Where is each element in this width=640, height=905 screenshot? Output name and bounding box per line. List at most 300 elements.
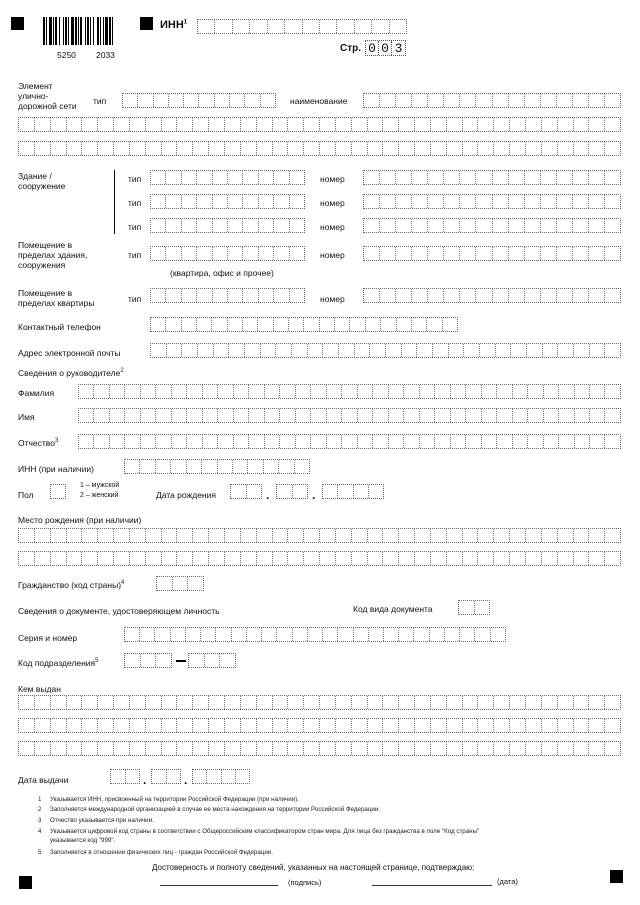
input-cell[interactable]: [19, 142, 35, 155]
input-cell[interactable]: [412, 247, 428, 260]
input-cell[interactable]: [428, 171, 444, 184]
patronymic-cells[interactable]: [78, 434, 621, 449]
input-cell[interactable]: [414, 628, 429, 641]
input-cell[interactable]: [428, 247, 444, 260]
email-cells[interactable]: [150, 343, 621, 358]
input-cell[interactable]: [589, 552, 605, 565]
input-cell[interactable]: [114, 529, 130, 542]
input-cell[interactable]: [245, 344, 261, 357]
building-type-cells-2[interactable]: [150, 194, 305, 209]
input-cell[interactable]: [482, 409, 497, 422]
input-cell[interactable]: [447, 696, 463, 709]
input-cell[interactable]: [146, 696, 162, 709]
input-cell[interactable]: [444, 219, 460, 232]
input-cell[interactable]: [114, 142, 130, 155]
input-cell[interactable]: [509, 289, 525, 302]
input-cell[interactable]: [352, 118, 368, 131]
input-cell[interactable]: [182, 289, 197, 302]
input-cell[interactable]: [478, 696, 494, 709]
input-cell[interactable]: [209, 719, 225, 732]
input-cell[interactable]: [574, 142, 590, 155]
input-cell[interactable]: [285, 20, 302, 33]
input-cell[interactable]: [304, 118, 320, 131]
input-cell[interactable]: [273, 742, 289, 755]
input-cell[interactable]: [323, 485, 338, 498]
input-cell[interactable]: [19, 529, 35, 542]
input-cell[interactable]: [197, 247, 212, 260]
input-cell[interactable]: [412, 289, 428, 302]
input-cell[interactable]: [605, 719, 620, 732]
input-cell[interactable]: [320, 118, 336, 131]
input-cell[interactable]: [218, 435, 233, 448]
input-cell[interactable]: [380, 171, 396, 184]
input-cell[interactable]: [337, 20, 354, 33]
input-cell[interactable]: [296, 435, 311, 448]
input-cell[interactable]: [364, 289, 380, 302]
input-cell[interactable]: [268, 20, 285, 33]
input-cell[interactable]: [605, 552, 620, 565]
input-cell[interactable]: [151, 344, 167, 357]
input-cell[interactable]: [213, 219, 228, 232]
input-cell[interactable]: [412, 219, 428, 232]
input-cell[interactable]: [358, 385, 373, 398]
input-cell[interactable]: [182, 195, 197, 208]
input-cell[interactable]: [415, 552, 431, 565]
input-cell[interactable]: [463, 719, 479, 732]
input-cell[interactable]: [509, 219, 525, 232]
input-cell[interactable]: [259, 171, 274, 184]
input-cell[interactable]: [431, 719, 447, 732]
input-cell[interactable]: [288, 696, 304, 709]
input-cell[interactable]: [138, 94, 153, 107]
input-cell[interactable]: [197, 219, 212, 232]
input-cell[interactable]: [295, 460, 309, 473]
input-cell[interactable]: [510, 719, 526, 732]
input-cell[interactable]: [605, 219, 620, 232]
input-cell[interactable]: [146, 552, 162, 565]
input-cell[interactable]: [352, 719, 368, 732]
input-cell[interactable]: [352, 142, 368, 155]
input-cell[interactable]: [460, 94, 476, 107]
input-cell[interactable]: [162, 696, 178, 709]
input-cell[interactable]: [290, 195, 304, 208]
input-cell[interactable]: [213, 247, 228, 260]
input-cell[interactable]: [451, 409, 466, 422]
input-cell[interactable]: [114, 719, 130, 732]
input-cell[interactable]: [557, 247, 573, 260]
input-cell[interactable]: [177, 742, 193, 755]
input-cell[interactable]: [399, 118, 415, 131]
input-cell[interactable]: [35, 552, 51, 565]
input-cell[interactable]: [476, 289, 492, 302]
input-cell[interactable]: [67, 719, 83, 732]
input-cell[interactable]: [443, 318, 457, 331]
input-cell[interactable]: [482, 435, 497, 448]
input-cell[interactable]: [151, 195, 166, 208]
input-cell[interactable]: [202, 460, 217, 473]
birthplace-cells-2[interactable]: [18, 551, 621, 566]
input-cell[interactable]: [369, 485, 383, 498]
input-cell[interactable]: [528, 435, 543, 448]
input-cell[interactable]: [509, 247, 525, 260]
input-cell[interactable]: [82, 529, 98, 542]
input-cell[interactable]: [605, 142, 620, 155]
issued-by-cells-1[interactable]: [18, 695, 621, 710]
input-cell[interactable]: [433, 344, 449, 357]
input-cell[interactable]: [510, 696, 526, 709]
input-cell[interactable]: [182, 171, 197, 184]
input-cell[interactable]: [162, 552, 178, 565]
input-cell[interactable]: [494, 529, 510, 542]
input-cell[interactable]: [146, 118, 162, 131]
apartment-room-number-cells[interactable]: [363, 288, 621, 303]
input-cell[interactable]: [130, 529, 146, 542]
input-cell[interactable]: [288, 118, 304, 131]
input-cell[interactable]: [336, 696, 352, 709]
input-cell[interactable]: [280, 435, 295, 448]
building-number-cells-3[interactable]: [363, 218, 621, 233]
input-cell[interactable]: [222, 770, 236, 783]
input-cell[interactable]: [225, 719, 241, 732]
input-cell[interactable]: [201, 628, 216, 641]
input-cell[interactable]: [542, 719, 558, 732]
birth-month-cells[interactable]: [276, 484, 308, 499]
input-cell[interactable]: [166, 247, 181, 260]
input-cell[interactable]: [162, 118, 178, 131]
input-cell[interactable]: [19, 696, 35, 709]
input-cell[interactable]: [259, 289, 274, 302]
input-cell[interactable]: [589, 118, 605, 131]
input-cell[interactable]: [396, 247, 412, 260]
input-cell[interactable]: [431, 529, 447, 542]
input-cell[interactable]: [494, 719, 510, 732]
input-cell[interactable]: [273, 696, 289, 709]
input-cell[interactable]: [79, 385, 94, 398]
input-cell[interactable]: [277, 485, 293, 498]
input-cell[interactable]: [478, 142, 494, 155]
input-cell[interactable]: [79, 409, 94, 422]
input-cell[interactable]: [167, 344, 183, 357]
input-cell[interactable]: [257, 552, 273, 565]
input-cell[interactable]: [478, 719, 494, 732]
input-cell[interactable]: [342, 385, 357, 398]
input-cell[interactable]: [290, 171, 304, 184]
input-cell[interactable]: [228, 171, 243, 184]
input-cell[interactable]: [396, 195, 412, 208]
input-cell[interactable]: [125, 409, 140, 422]
input-cell[interactable]: [130, 118, 146, 131]
input-cell[interactable]: [491, 628, 505, 641]
input-cell[interactable]: [79, 435, 94, 448]
input-cell[interactable]: [98, 142, 114, 155]
input-cell[interactable]: [389, 385, 404, 398]
input-cell[interactable]: [245, 94, 260, 107]
input-cell[interactable]: [420, 409, 435, 422]
signature-line[interactable]: [160, 885, 278, 886]
input-cell[interactable]: [203, 435, 218, 448]
dept-cells-1[interactable]: [124, 653, 172, 668]
input-cell[interactable]: [308, 628, 323, 641]
input-cell[interactable]: [98, 696, 114, 709]
input-cell[interactable]: [573, 94, 589, 107]
input-cell[interactable]: [169, 94, 184, 107]
input-cell[interactable]: [274, 219, 289, 232]
building-number-cells-1[interactable]: [363, 170, 621, 185]
input-cell[interactable]: [320, 696, 336, 709]
input-cell[interactable]: [435, 435, 450, 448]
input-cell[interactable]: [241, 529, 257, 542]
input-cell[interactable]: [383, 142, 399, 155]
input-cell[interactable]: [276, 344, 292, 357]
input-cell[interactable]: [590, 385, 605, 398]
input-cell[interactable]: [311, 409, 326, 422]
input-cell[interactable]: [198, 344, 214, 357]
input-cell[interactable]: [82, 118, 98, 131]
input-cell[interactable]: [320, 20, 337, 33]
input-cell[interactable]: [114, 742, 130, 755]
input-cell[interactable]: [574, 118, 590, 131]
input-cell[interactable]: [182, 318, 197, 331]
input-cell[interactable]: [444, 195, 460, 208]
input-cell[interactable]: [412, 318, 427, 331]
input-cell[interactable]: [193, 118, 209, 131]
input-cell[interactable]: [381, 318, 396, 331]
input-cell[interactable]: [336, 142, 352, 155]
input-cell[interactable]: [198, 20, 215, 33]
input-cell[interactable]: [184, 94, 199, 107]
input-cell[interactable]: [264, 460, 279, 473]
input-cell[interactable]: [293, 485, 308, 498]
input-cell[interactable]: [225, 552, 241, 565]
input-cell[interactable]: [125, 435, 140, 448]
input-cell[interactable]: [368, 118, 384, 131]
input-cell[interactable]: [605, 171, 620, 184]
input-cell[interactable]: [320, 552, 336, 565]
input-cell[interactable]: [205, 654, 221, 667]
input-cell[interactable]: [212, 318, 227, 331]
input-cell[interactable]: [558, 552, 574, 565]
input-cell[interactable]: [476, 94, 492, 107]
input-cell[interactable]: [98, 742, 114, 755]
input-cell[interactable]: [541, 94, 557, 107]
input-cell[interactable]: [320, 318, 335, 331]
input-cell[interactable]: [497, 435, 512, 448]
input-cell[interactable]: [94, 385, 109, 398]
input-cell[interactable]: [558, 696, 574, 709]
input-cell[interactable]: [380, 195, 396, 208]
inn-cells[interactable]: [197, 19, 407, 34]
input-cell[interactable]: [447, 118, 463, 131]
input-cell[interactable]: [182, 219, 197, 232]
input-cell[interactable]: [415, 529, 431, 542]
input-cell[interactable]: [463, 552, 479, 565]
input-cell[interactable]: [447, 552, 463, 565]
input-cell[interactable]: [541, 247, 557, 260]
doc-kind-cells[interactable]: [458, 600, 490, 615]
input-cell[interactable]: [451, 385, 466, 398]
input-cell[interactable]: [513, 435, 528, 448]
input-cell[interactable]: [274, 318, 289, 331]
input-cell[interactable]: [220, 654, 235, 667]
input-cell[interactable]: [352, 552, 368, 565]
input-cell[interactable]: [557, 195, 573, 208]
input-cell[interactable]: [380, 94, 396, 107]
input-cell[interactable]: [509, 94, 525, 107]
input-cell[interactable]: [368, 719, 384, 732]
input-cell[interactable]: [151, 247, 166, 260]
input-cell[interactable]: [589, 247, 605, 260]
input-cell[interactable]: [19, 719, 35, 732]
input-cell[interactable]: [355, 20, 372, 33]
input-cell[interactable]: [218, 409, 233, 422]
input-cell[interactable]: [259, 195, 274, 208]
input-cell[interactable]: [605, 94, 620, 107]
input-cell[interactable]: [182, 247, 197, 260]
series-cells[interactable]: [124, 627, 506, 642]
input-cell[interactable]: [186, 628, 201, 641]
input-cell[interactable]: [476, 195, 492, 208]
input-cell[interactable]: [166, 289, 181, 302]
input-cell[interactable]: [82, 719, 98, 732]
input-cell[interactable]: [125, 628, 140, 641]
input-cell[interactable]: [358, 435, 373, 448]
input-cell[interactable]: [396, 94, 412, 107]
input-cell[interactable]: [213, 195, 228, 208]
input-cell[interactable]: [327, 435, 342, 448]
input-cell[interactable]: [399, 696, 415, 709]
input-cell[interactable]: [209, 552, 225, 565]
input-cell[interactable]: [225, 696, 241, 709]
input-cell[interactable]: [493, 289, 509, 302]
input-cell[interactable]: [380, 289, 396, 302]
input-cell[interactable]: [373, 435, 388, 448]
input-cell[interactable]: [368, 696, 384, 709]
input-cell[interactable]: [114, 552, 130, 565]
input-cell[interactable]: [303, 20, 320, 33]
input-cell[interactable]: [460, 628, 475, 641]
input-cell[interactable]: [463, 742, 479, 755]
sex-cell[interactable]: [50, 484, 66, 499]
input-cell[interactable]: [369, 628, 384, 641]
input-cell[interactable]: [575, 409, 590, 422]
input-cell[interactable]: [280, 385, 295, 398]
input-cell[interactable]: [304, 142, 320, 155]
input-cell[interactable]: [336, 118, 352, 131]
input-cell[interactable]: [463, 696, 479, 709]
input-cell[interactable]: [209, 696, 225, 709]
input-cell[interactable]: [156, 435, 171, 448]
input-cell[interactable]: [430, 628, 445, 641]
input-cell[interactable]: [197, 318, 212, 331]
input-cell[interactable]: [431, 118, 447, 131]
input-cell[interactable]: [476, 247, 492, 260]
input-cell[interactable]: [510, 142, 526, 155]
input-cell[interactable]: [187, 385, 202, 398]
input-cell[interactable]: [193, 552, 209, 565]
apartment-room-type-cells[interactable]: [150, 288, 305, 303]
input-cell[interactable]: [494, 742, 510, 755]
input-cell[interactable]: [444, 247, 460, 260]
input-cell[interactable]: [288, 742, 304, 755]
input-cell[interactable]: [589, 719, 605, 732]
input-cell[interactable]: [207, 770, 221, 783]
input-cell[interactable]: [141, 435, 156, 448]
input-cell[interactable]: [243, 289, 258, 302]
input-cell[interactable]: [214, 344, 230, 357]
input-cell[interactable]: [67, 552, 83, 565]
input-cell[interactable]: [544, 385, 559, 398]
input-cell[interactable]: [327, 409, 342, 422]
input-cell[interactable]: [526, 529, 542, 542]
input-cell[interactable]: [35, 696, 51, 709]
input-cell[interactable]: [182, 344, 198, 357]
input-cell[interactable]: [541, 195, 557, 208]
input-cell[interactable]: [336, 552, 352, 565]
input-cell[interactable]: [51, 552, 67, 565]
road-type-cells[interactable]: [122, 93, 276, 108]
input-cell[interactable]: [590, 344, 606, 357]
input-cell[interactable]: [526, 552, 542, 565]
input-cell[interactable]: [241, 719, 257, 732]
input-cell[interactable]: [389, 409, 404, 422]
input-cell[interactable]: [233, 20, 250, 33]
input-cell[interactable]: [415, 142, 431, 155]
input-cell[interactable]: [559, 385, 574, 398]
input-cell[interactable]: [288, 142, 304, 155]
input-cell[interactable]: [558, 742, 574, 755]
input-cell[interactable]: [338, 485, 353, 498]
input-cell[interactable]: [173, 577, 189, 590]
input-cell[interactable]: [428, 219, 444, 232]
input-cell[interactable]: [51, 719, 67, 732]
input-cell[interactable]: [141, 654, 157, 667]
head-inn-cells[interactable]: [124, 459, 310, 474]
input-cell[interactable]: [231, 485, 247, 498]
input-cell[interactable]: [431, 696, 447, 709]
input-cell[interactable]: [428, 195, 444, 208]
input-cell[interactable]: [35, 118, 51, 131]
input-cell[interactable]: [476, 171, 492, 184]
input-cell[interactable]: [605, 247, 620, 260]
input-cell[interactable]: [230, 94, 245, 107]
input-cell[interactable]: [126, 770, 140, 783]
input-cell[interactable]: [213, 289, 228, 302]
input-cell[interactable]: [412, 94, 428, 107]
input-cell[interactable]: [342, 409, 357, 422]
input-cell[interactable]: [383, 552, 399, 565]
input-cell[interactable]: [241, 696, 257, 709]
input-cell[interactable]: [352, 696, 368, 709]
input-cell[interactable]: [574, 696, 590, 709]
input-cell[interactable]: [67, 118, 83, 131]
input-cell[interactable]: [156, 654, 171, 667]
input-cell[interactable]: [415, 719, 431, 732]
input-cell[interactable]: [496, 344, 512, 357]
input-cell[interactable]: [98, 118, 114, 131]
input-cell[interactable]: [225, 142, 241, 155]
input-cell[interactable]: [466, 385, 481, 398]
input-cell[interactable]: [249, 409, 264, 422]
input-cell[interactable]: [605, 529, 620, 542]
input-cell[interactable]: [364, 94, 380, 107]
input-cell[interactable]: [130, 142, 146, 155]
input-cell[interactable]: [510, 529, 526, 542]
issue-month-cells[interactable]: [151, 769, 181, 784]
input-cell[interactable]: [478, 118, 494, 131]
input-cell[interactable]: [273, 719, 289, 732]
input-cell[interactable]: [372, 20, 389, 33]
input-cell[interactable]: [193, 529, 209, 542]
